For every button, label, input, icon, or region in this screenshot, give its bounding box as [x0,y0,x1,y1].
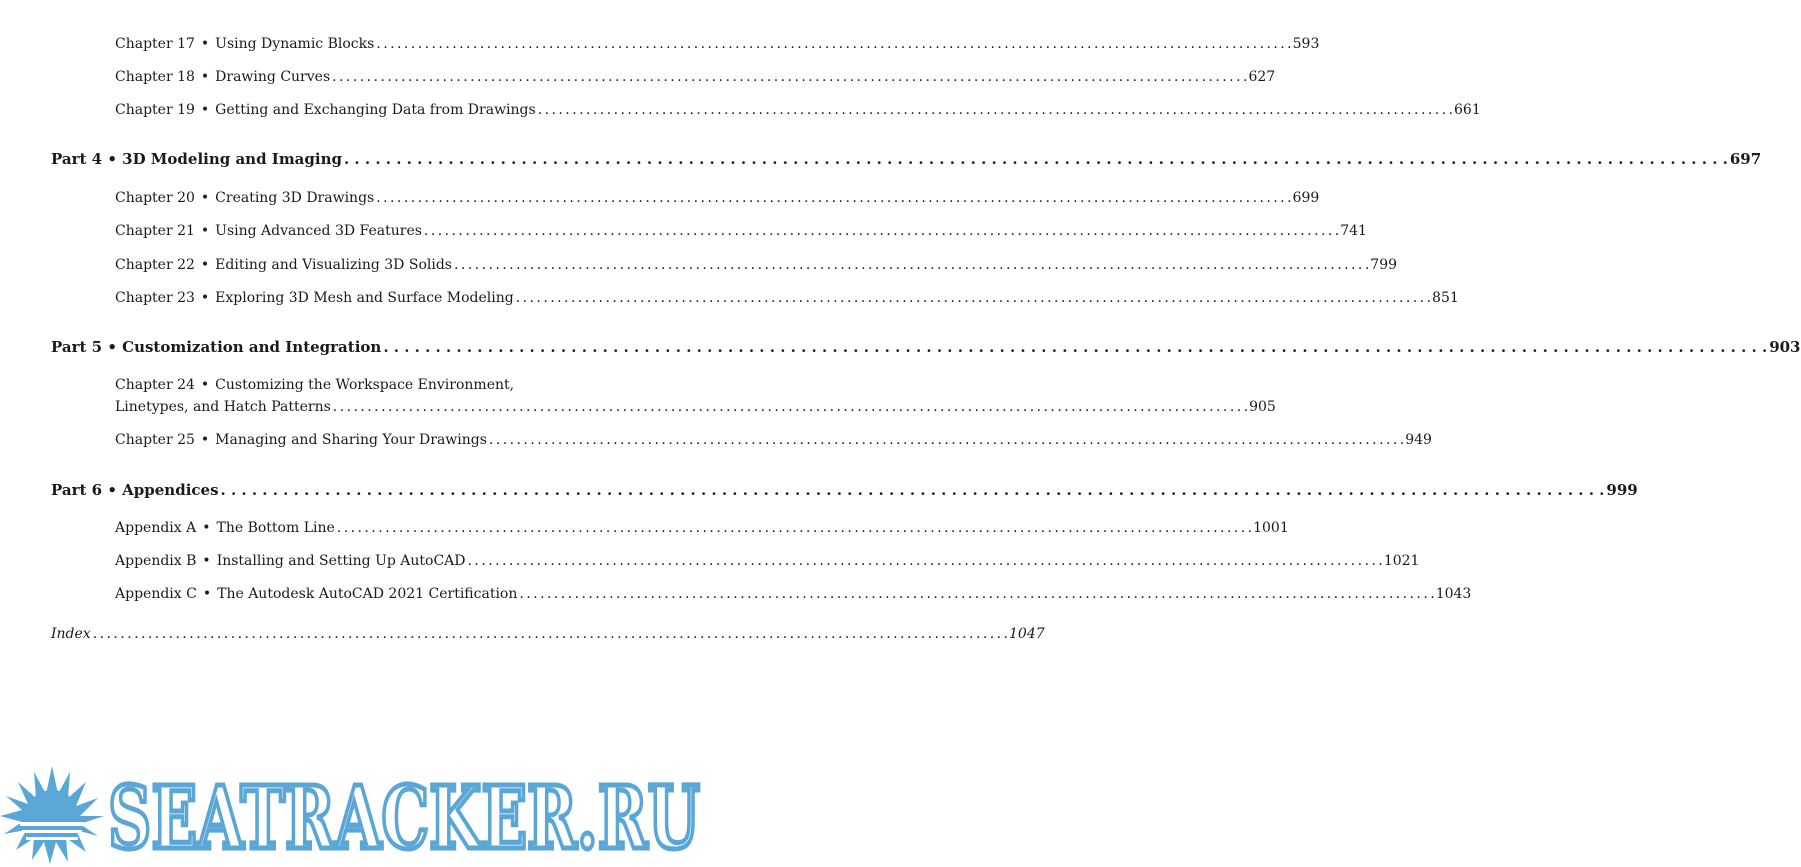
toc-entry-chapter-23 [115,290,1459,307]
chapter-number: Chapter 25 [115,432,195,448]
dot-leader [538,102,1452,119]
dot-leader [424,223,1338,240]
chapter-title: Drawing Curves [215,69,331,85]
page-number: 799 [1370,257,1398,273]
part-title: 3D Modeling and Imaging [122,150,342,168]
bullet: • [200,290,210,306]
appendix-title: Installing and Setting Up AutoCAD [216,553,466,569]
page-number: 593 [1292,36,1320,52]
appendix-label: Appendix A [115,520,197,536]
toc-entry-appendix-b [115,553,1420,570]
dot-leader [221,482,1605,499]
dot-leader [93,626,1007,643]
chapter-number: Chapter 17 [115,36,195,52]
part-title: Customization and Integration [122,338,382,356]
toc-entry-chapter-21 [115,223,1367,240]
dot-leader [519,586,1433,603]
dot-leader [516,290,1430,307]
part-label: Part 6 [51,481,103,499]
dot-leader [468,553,1382,570]
toc-entry-part-4: Part 4 • 3D Modeling and Imaging . . . 697 [51,151,686,168]
bullet: • [202,520,211,536]
toc-entry-chapter-25 [115,432,1432,449]
toc-entry-index [51,626,1045,643]
watermark [0,764,707,867]
dot-leader [454,257,1368,274]
bullet: • [200,102,210,118]
toc-entry-appendix-c [115,586,1472,603]
toc-entry-part-6: Part 6 • Appendices . . . 999 [51,482,686,499]
chapter-title-line-1: Customizing the Workspace Environment, [215,377,515,393]
toc-entry-chapter-19 [115,102,1481,119]
bullet: • [200,223,210,239]
toc-entry-chapter-17 [115,36,1320,53]
index-title: Index [51,626,91,642]
bullet: • [200,36,210,52]
chapter-title: Creating 3D Drawings [215,190,375,206]
chapter-number: Chapter 18 [115,69,195,85]
page-number: 699 [1292,190,1320,206]
chapter-title: Exploring 3D Mesh and Surface Modeling [215,290,514,306]
page-number: 661 [1454,102,1481,118]
part-label: Part 4 [51,150,103,168]
page-number: 627 [1248,69,1276,85]
appendix-title: The Bottom Line [216,520,335,536]
page-number: 1047 [1009,626,1045,642]
part-title: Appendices [122,481,219,499]
bullet: • [202,553,211,569]
page-number: 1021 [1383,553,1420,569]
bullet: • [200,432,210,448]
appendix-label: Appendix B [115,553,197,569]
toc-entry-part-5: Part 5 • Customization and Integration . . . 903 [51,339,686,356]
chapter-number: Chapter 24 [115,377,195,393]
dot-leader [344,151,1728,168]
chapter-title: Editing and Visualizing 3D Solids [215,257,452,273]
bullet: • [200,377,210,393]
bullet: • [200,257,210,273]
chapter-number: Chapter 21 [115,223,195,239]
appendix-title: The Autodesk AutoCAD 2021 Certification [217,586,518,602]
dot-leader [332,69,1246,86]
appendix-label: Appendix C [115,586,197,602]
page-number: 741 [1340,223,1367,239]
chapter-number: Chapter 20 [115,190,195,206]
bullet: • [200,69,210,85]
dot-leader [333,399,1247,416]
sun-burst-icon [0,766,104,864]
dot-leader [376,36,1290,53]
toc-entry-chapter-18 [115,69,1276,86]
page-number: 697 [1729,150,1762,168]
page-number: 851 [1432,290,1459,306]
dot-leader [489,432,1403,449]
dot-leader [383,339,1767,356]
part-label: Part 5 [51,338,103,356]
chapter-title: Getting and Exchanging Data from Drawings [215,102,536,118]
chapter-title: Managing and Sharing Your Drawings [215,432,487,448]
toc-entry-chapter-24 [115,399,1276,416]
chapter-number: Chapter 23 [115,290,195,306]
page-number: 949 [1405,432,1432,448]
page-number: 905 [1249,399,1276,415]
chapter-number: Chapter 22 [115,257,195,273]
bullet: • [200,190,210,206]
watermark-text: SEATRACKER.RU [108,768,700,867]
chapter-title: Using Advanced 3D Features [215,223,422,239]
page-number: 1001 [1253,520,1289,536]
toc-entry-chapter-20 [115,190,1320,207]
toc-entry-chapter-24-line-1 [115,377,514,394]
chapter-number: Chapter 19 [115,102,195,118]
dot-leader [337,520,1251,537]
page-number: 999 [1606,481,1638,499]
dot-leader [376,190,1290,207]
chapter-title-line-2: Linetypes, and Hatch Patterns [115,399,331,415]
toc-entry-chapter-22 [115,257,1398,274]
chapter-title: Using Dynamic Blocks [215,36,375,52]
toc-entry-appendix-a [115,520,1289,537]
bullet: • [202,586,212,602]
page-number: 1043 [1435,586,1472,602]
page-number: 903 [1769,338,1801,356]
